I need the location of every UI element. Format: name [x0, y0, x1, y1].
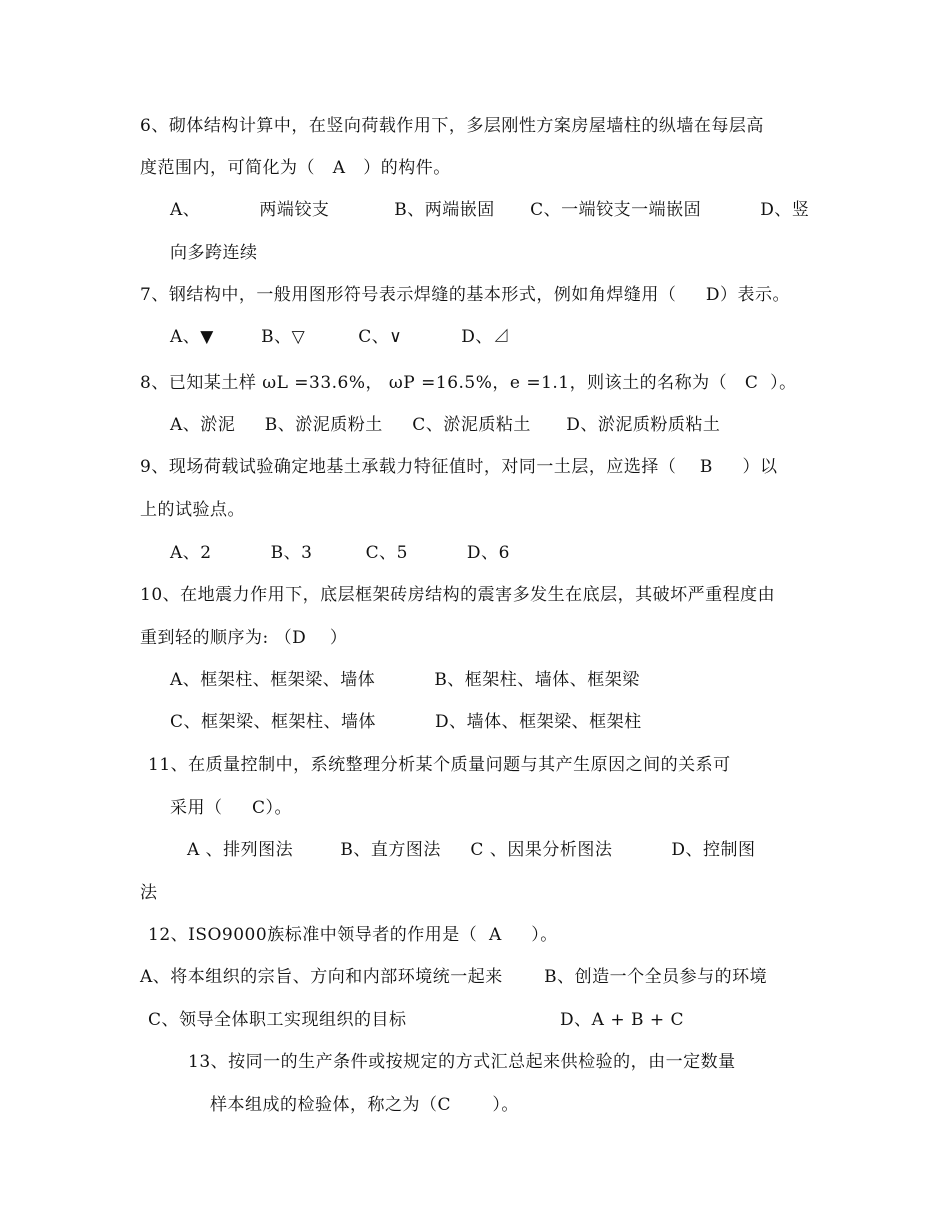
- question-options: A、2 B、3 C、5 D、6: [170, 543, 510, 563]
- question-stem: 11、在质量控制中，系统整理分析某个质量问题与其产生原因之间的关系可: [148, 755, 731, 775]
- question-stem-continued: 重到轻的顺序为: （D ）: [140, 628, 348, 648]
- question-stem-continued: 上的试验点。: [140, 500, 245, 520]
- question-stem: 10、在地震力作用下，底层框架砖房结构的震害多发生在底层，其破坏严重程度由: [140, 585, 776, 605]
- question-options-continued: C、框架梁、框架柱、墙体 D、墙体、框架梁、框架柱: [170, 712, 642, 732]
- question-options: A、将本组织的宗旨、方向和内部环境统一起来 B、创造一个全员参与的环境: [140, 967, 768, 987]
- question-stem: 13、按同一的生产条件或按规定的方式汇总起来供检验的，由一定数量: [188, 1052, 736, 1072]
- question-stem: 9、现场荷载试验确定地基土承载力特征值时，对同一土层，应选择（ B ）以: [140, 457, 778, 477]
- question-stem: 6、砌体结构计算中，在竖向荷载作用下，多层刚性方案房屋墙柱的纵墙在每层高: [140, 116, 764, 136]
- question-stem-continued: 度范围内，可简化为（ A ）的构件。: [140, 158, 451, 178]
- question-stem: 12、ISO9000族标准中领导者的作用是（ A ）。: [148, 925, 558, 945]
- question-options: A、淤泥 B、淤泥质粉土 C、淤泥质粘土 D、淤泥质粉质粘土: [170, 415, 721, 435]
- question-options: A、 两端铰支 B、两端嵌固 C、一端铰支一端嵌固 D、竖: [170, 200, 810, 220]
- question-options: A、框架柱、框架梁、墙体 B、框架柱、墙体、框架梁: [170, 670, 640, 690]
- question-options: A、▼ B、▽ C、∨ D、⊿: [170, 327, 511, 347]
- question-options-continued: 向多跨连续: [170, 243, 258, 263]
- question-options: A 、排列图法 B、直方图法 C 、因果分析图法 D、控制图: [187, 840, 756, 860]
- question-stem: 8、已知某土样 ωL =33.6%， ωP =16.5%，e =1.1，则该土的名称为（ C ）。: [140, 373, 797, 393]
- question-stem: 7、钢结构中，一般用图形符号表示焊缝的基本形式，例如角焊缝用（ D）表示。: [140, 285, 790, 305]
- question-options-continued: 法: [140, 883, 158, 903]
- question-stem-continued: 样本组成的检验体，称之为（C ）。: [210, 1095, 519, 1115]
- question-stem-continued: 采用（ C）。: [170, 798, 293, 818]
- question-options-continued: C、领导全体职工实现组织的目标 D、A + B + C: [148, 1010, 685, 1030]
